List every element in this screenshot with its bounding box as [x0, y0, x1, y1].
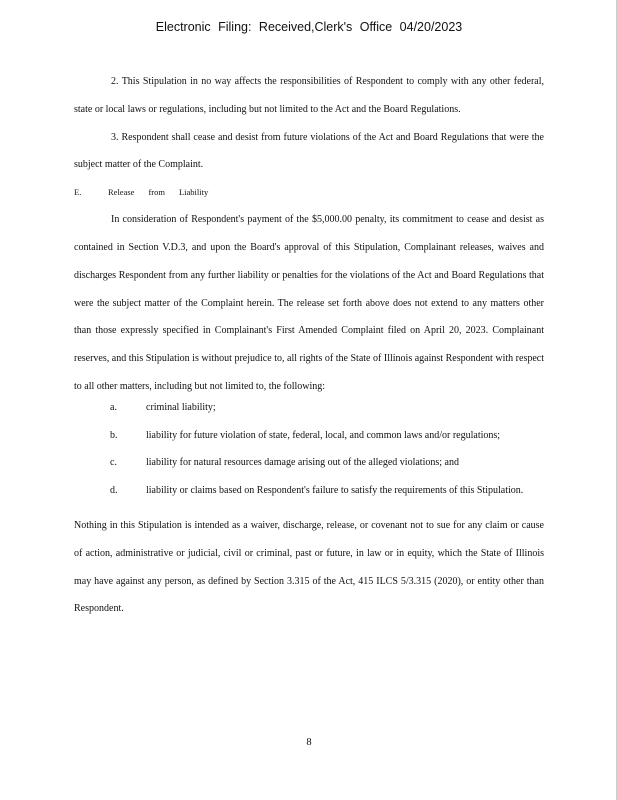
section-title-word: from [148, 187, 165, 198]
page-number: 8 [306, 737, 312, 748]
exclusions-list [74, 401, 544, 497]
section-heading [74, 179, 544, 206]
document-body [74, 68, 544, 623]
list-item-text: liability or claims based on Respondent's failure to satisfy the requirements of this Stipulation. [146, 485, 524, 497]
closing-paragraph: Nothing in this Stipulation is intended as a waiver, discharge, release, or covenant not to sue for any claim or cause of action, administrative or judicial, civil or criminal, past or future, in law or in equity, which the State of Illinois may have against any person, as defined by Section 3.315 of the Act, 415 ILCS 5/3.315 (2020), or entity other than Respondent. [74, 519, 544, 615]
release-paragraph: In consideration of Respondent's payment of the $5,000.00 penalty, its commitment to cease and desist as contained in Section V.D.3, and upon the Board's approval of this Stipulation, Complainant releases, waives and discharges Respondent from any further liability or penalties for the violations of the Act and Board Regulations that were the subject matter of the Complaint herein. The release set forth above does not extend to any matters other than those expressly specified in Complainant's First Amended Complaint filed on April 20, 2023. Complainant reserves, and this Stipulation is without prejudice to, all rights of the State of Illinois against Respondent with respect to all other matters, including but not limited to, the following: [74, 214, 544, 392]
paragraph-3: 3. Respondent shall cease and desist from future violations of the Act and Board Regulations that were the subject matter of the Complaint. [74, 131, 544, 171]
list-item [74, 429, 544, 442]
filing-header: Electronic Filing: Received,Clerk's Office 04/20/2023 [155, 20, 463, 34]
list-item-label: b. [110, 429, 118, 441]
list-item [74, 456, 544, 469]
list-item [74, 484, 544, 497]
list-item-label: d. [110, 485, 118, 497]
section-letter: E. [74, 187, 82, 198]
list-item-text: criminal liability; [146, 401, 216, 413]
paragraph-2: 2. This Stipulation in no way affects the responsibilities of Respondent to comply with any other federal, state or local laws or regulations, including but not limited to the Act and the Board Regulations. [74, 76, 544, 115]
section-title-word: Release [108, 187, 135, 198]
section-title-word: Liability [178, 187, 209, 198]
list-item-text: liability for natural resources damage arising out of the alleged violations; and [146, 457, 459, 469]
list-item-label: a. [110, 401, 117, 413]
list-item [74, 401, 544, 414]
exclusions-list-wrap [74, 401, 544, 497]
list-item-text: liability for future violation of state, federal, local, and common laws and/or regulations; [146, 429, 501, 441]
list-item-label: c. [110, 457, 117, 469]
